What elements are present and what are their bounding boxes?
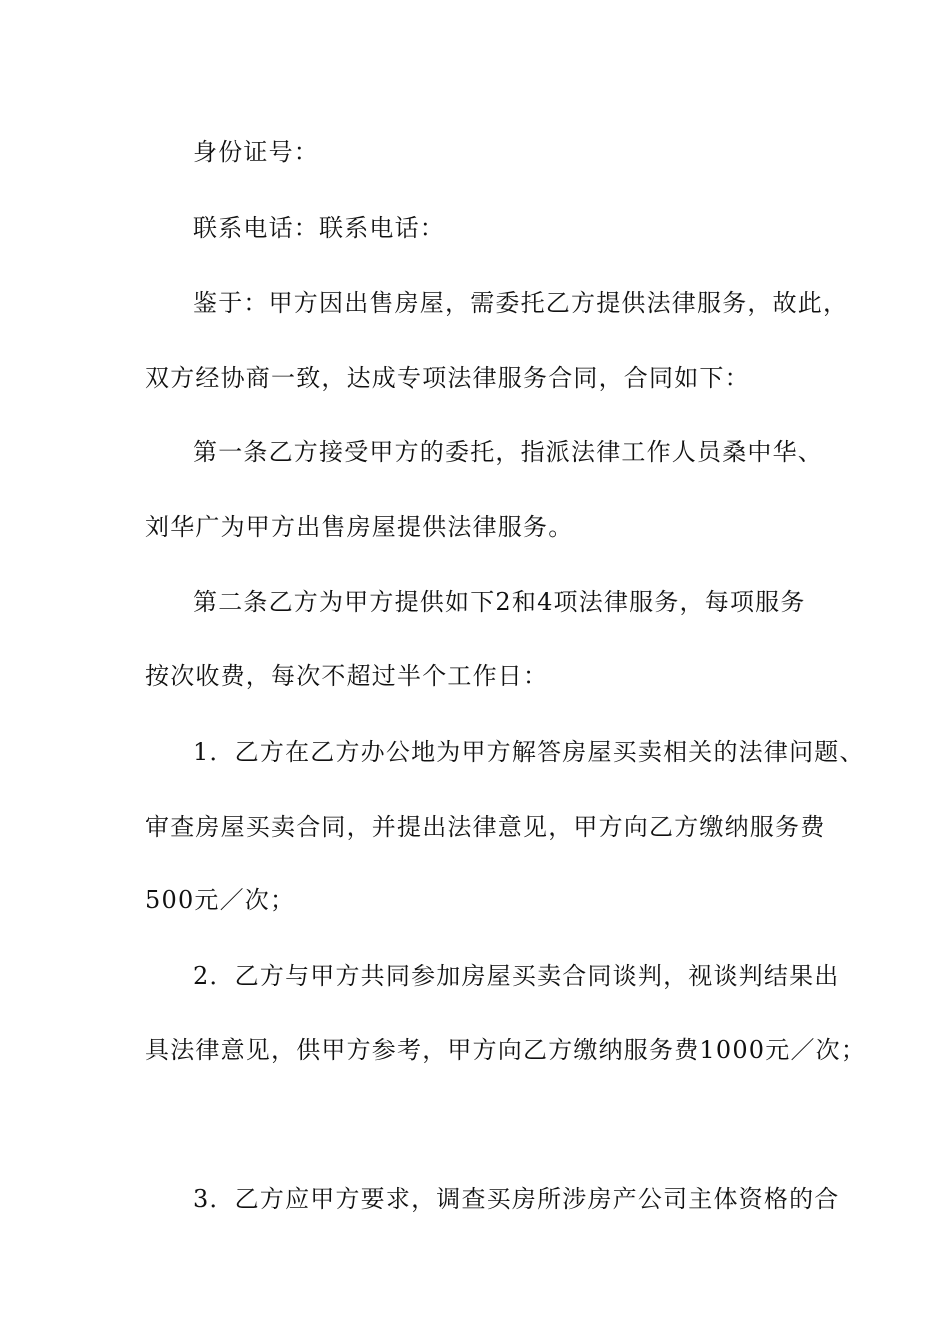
item-1-line-2: 审查房屋买卖合同，并提出法律意见，甲方向乙方缴纳服务费 bbox=[145, 813, 826, 841]
item-1-line-1: 1．乙方在乙方办公地为甲方解答房屋买卖相关的法律问题、 bbox=[193, 738, 865, 766]
article-1-line-2: 刘华广为甲方出售房屋提供法律服务。 bbox=[145, 513, 574, 541]
id-number-line: 身份证号： bbox=[193, 138, 319, 166]
preamble-line-1: 鉴于：甲方因出售房屋，需委托乙方提供法律服务，故此， bbox=[193, 289, 849, 317]
article-2-line-2: 按次收费，每次不超过半个工作日： bbox=[145, 662, 549, 690]
article-2-line-1: 第二条乙方为甲方提供如下2和4项法律服务，每项服务 bbox=[193, 588, 806, 616]
item-2-line-1: 2．乙方与甲方共同参加房屋买卖合同谈判，视谈判结果出 bbox=[193, 962, 840, 990]
item-2-line-2: 具法律意见，供甲方参考，甲方向乙方缴纳服务费1000元／次； bbox=[145, 1036, 867, 1064]
item-3-line-1: 3．乙方应甲方要求，调查买房所涉房产公司主体资格的合 bbox=[193, 1185, 840, 1213]
preamble-line-2: 双方经协商一致，达成专项法律服务合同，合同如下： bbox=[145, 364, 750, 392]
item-1-line-3: 500元／次； bbox=[145, 886, 296, 914]
article-1-line-1: 第一条乙方接受甲方的委托，指派法律工作人员桑中华、 bbox=[193, 438, 823, 466]
contact-phone-line: 联系电话：联系电话： bbox=[193, 214, 445, 242]
